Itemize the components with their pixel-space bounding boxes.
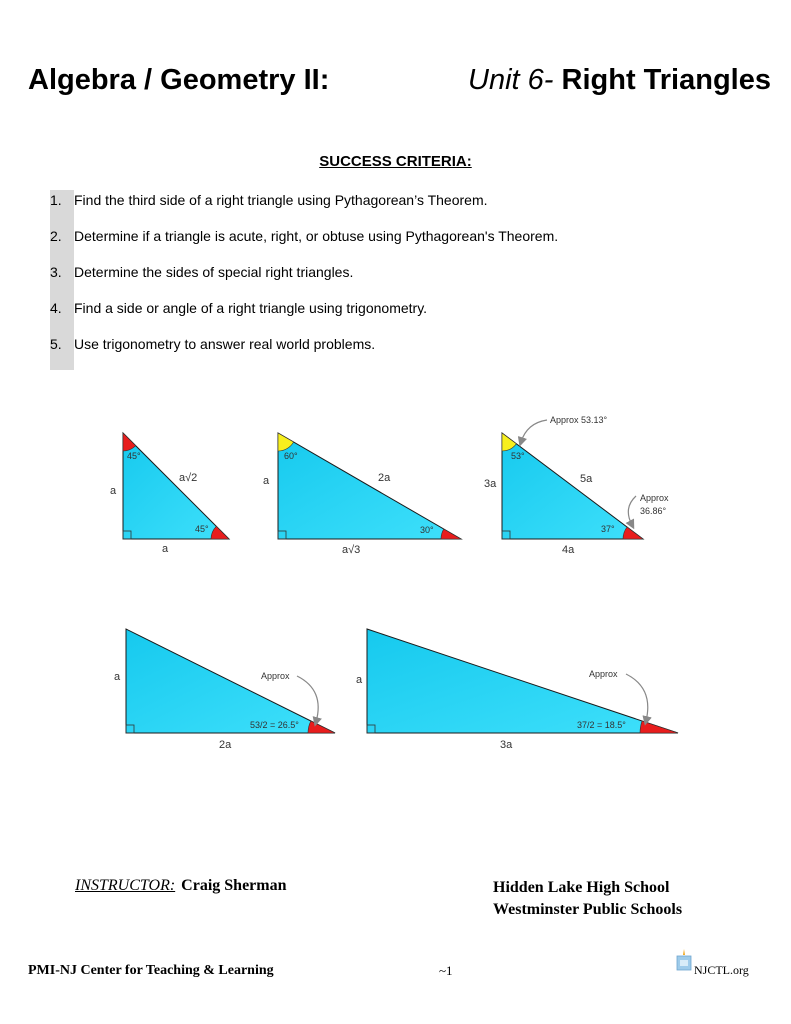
triangle-45-45-90 — [110, 433, 229, 555]
label-hypotenuse: a√2 — [179, 472, 198, 484]
label-leg-horizontal: a√3 — [342, 544, 361, 556]
label-angle: 53/2 = 26.5° — [250, 720, 299, 730]
district-name: Westminster Public Schools — [493, 901, 683, 918]
page-number: ~1 — [439, 963, 453, 978]
triangle-a-2a — [114, 629, 335, 751]
item-number: 2. — [50, 226, 74, 262]
annotation-approx: Approx — [589, 669, 618, 679]
annotation-arrow — [521, 420, 547, 442]
annotation-bottom-line2: 36.86° — [640, 506, 667, 516]
item-text: Find the third side of a right triangle using Pythagorean’s Theorem. — [74, 192, 488, 208]
njctl-logo-icon — [674, 947, 694, 973]
label-top-angle: 53° — [511, 451, 525, 461]
label-leg-horizontal: a — [162, 543, 169, 555]
label-bottom-angle: 37° — [601, 524, 615, 534]
angle-marker — [640, 721, 678, 733]
annotation-top: Approx 53.13° — [550, 415, 608, 425]
angle-marker — [308, 721, 335, 733]
topic-label: Right Triangles — [561, 64, 771, 96]
label-leg-vertical: a — [263, 475, 270, 487]
label-hypotenuse: 5a — [580, 473, 593, 485]
site-name: NJCTL.org — [694, 963, 749, 977]
triangle-3-4-5 — [484, 415, 669, 556]
label-bottom-angle: 45° — [195, 524, 209, 534]
instructor-label: INSTRUCTOR: — [75, 877, 176, 894]
course-title: Algebra / Geometry II: — [28, 64, 330, 96]
annotation-arrow — [628, 496, 636, 525]
unit-label: Unit 6- — [468, 64, 554, 96]
org-name: PMI-NJ Center for Teaching & Learning — [28, 963, 274, 978]
label-hypotenuse: 2a — [378, 472, 391, 484]
triangle-30-60-90 — [263, 433, 461, 556]
item-text: Determine if a triangle is acute, right, or obtuse using Pythagorean's Theorem. — [74, 228, 559, 244]
item-number: 3. — [50, 262, 74, 298]
item-text: Determine the sides of special right triangles. — [74, 264, 354, 280]
instructor-name: Craig Sherman — [181, 877, 287, 894]
annotation-arrow — [626, 674, 648, 721]
item-text: Use trigonometry to answer real world problems. — [74, 336, 376, 352]
label-leg-vertical: a — [110, 485, 117, 497]
instructor-line — [75, 877, 287, 895]
triangle-a-3a — [356, 629, 678, 751]
angle-marker-bottom — [441, 529, 461, 539]
item-number: 4. — [50, 298, 74, 334]
label-top-angle: 60° — [284, 451, 298, 461]
annotation-bottom-line1: Approx — [640, 493, 669, 503]
school-name: Hidden Lake High School — [493, 879, 670, 896]
annotation-arrow — [297, 676, 318, 722]
label-leg-vertical: a — [114, 671, 121, 683]
label-leg-horizontal: 4a — [562, 544, 575, 556]
label-leg-horizontal: 2a — [219, 739, 232, 751]
item-text: Find a side or angle of a right triangle using trigonometry. — [74, 300, 428, 316]
label-leg-horizontal: 3a — [500, 739, 513, 751]
label-bottom-angle: 30° — [420, 525, 434, 535]
item-number: 1. — [50, 190, 74, 226]
label-top-angle: 45° — [127, 451, 141, 461]
annotation-approx: Approx — [261, 671, 290, 681]
angle-marker-bottom — [623, 527, 643, 539]
item-number: 5. — [50, 334, 74, 370]
success-criteria-heading: SUCCESS CRITERIA: — [319, 153, 472, 170]
school-block — [493, 877, 682, 921]
label-leg-vertical: a — [356, 674, 363, 686]
label-angle: 37/2 = 18.5° — [577, 720, 626, 730]
label-leg-vertical: 3a — [484, 478, 497, 490]
